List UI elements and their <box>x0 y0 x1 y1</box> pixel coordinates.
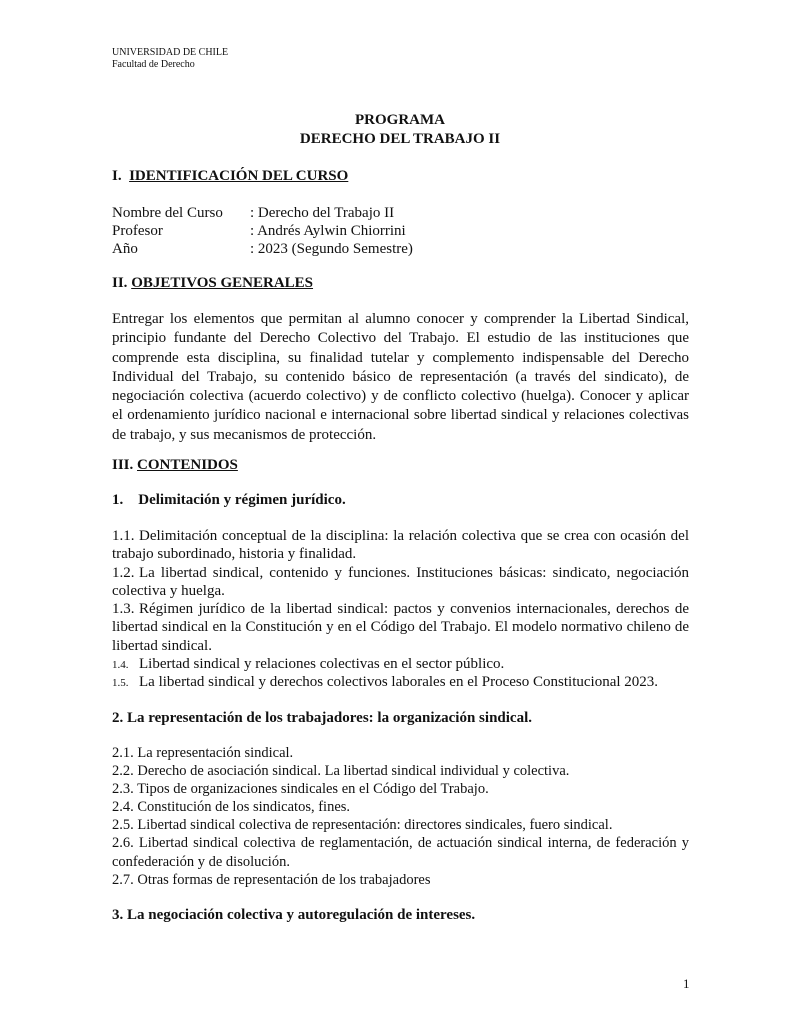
university-name: UNIVERSIDAD DE CHILE <box>112 47 229 58</box>
section-numeral: III. <box>112 457 134 473</box>
list-item <box>112 673 689 692</box>
professor-row <box>112 222 406 241</box>
section-heading-contents <box>112 456 238 475</box>
list-item: 2.5. Libertad sindical colectiva de representación: directores sindicales, fuero sindical. <box>112 817 613 833</box>
course-name-value: : Derecho del Trabajo II <box>250 205 395 221</box>
unit-2-title: 2. La representación de los trabajadores: la organización sindical. <box>112 710 532 726</box>
item-text: Libertad sindical y relaciones colectivas en el sector público. <box>139 656 505 672</box>
item-number: 1.1. <box>112 528 135 544</box>
year-row <box>112 240 413 259</box>
course-title: DERECHO DEL TRABAJO II <box>299 131 501 147</box>
item-number: 1.5. <box>112 677 129 689</box>
list-item: 2.1. La representación sindical. <box>112 745 294 761</box>
year-value: : 2023 (Segundo Semestre) <box>250 241 413 257</box>
section-title: OBJETIVOS GENERALES <box>131 275 314 291</box>
list-item: 2.6. Libertad sindical colectiva de reglamentación, de actuación sindical interna, de federación y confederación y de disolución. <box>112 835 689 870</box>
item-number: 1.3. <box>112 601 135 617</box>
item-text: La libertad sindical y derechos colectivos laborales en el Proceso Constitucional 2023. <box>139 674 659 690</box>
section-heading-identification <box>112 167 348 186</box>
item-number: 1.4. <box>112 659 129 671</box>
section-numeral: I. <box>112 168 122 184</box>
page-number: 1 <box>683 976 690 991</box>
section-title: CONTENIDOS <box>137 457 238 473</box>
objectives-paragraph: Entregar los elementos que permitan al alumno conocer y comprender la Libertad Sindical, principio fundante del Derecho Colectivo del Trabajo. El estudio de las instituciones que comprende esta disciplina, su finalidad tutelar y complemento indispensable del Derecho Individual del Trabajo, su contenido básico de representación (a través del sindicato), de negociación colectiva (acuerdo colectivo) y de conflicto colectivo (huelga). Conocer y aplicar el ordenamiento jurídico nacional e internacional sobre libertad sindical y relaciones colectivas de trabajo, y sus mecanismos de protección. <box>112 311 689 443</box>
item-text: Régimen jurídico de la libertad sindical: pactos y convenios internacionales, derechos de libertad sindical en la Constitución y en el Código del Trabajo. El modelo normativo chileno de libertad sindical. <box>112 601 689 654</box>
unit-3-title: 3. La negociación colectiva y autoregulación de intereses. <box>112 907 476 923</box>
professor-value: : Andrés Aylwin Chiorrini <box>250 223 406 239</box>
item-text: La libertad sindical, contenido y funciones. Instituciones básicas: sindicato, negociación colectiva y huelga. <box>112 565 689 600</box>
item-text: Delimitación conceptual de la disciplina: la relación colectiva que se crea con ocasión del trabajo subordinado, historia y finalidad. <box>112 528 689 563</box>
course-name-row <box>112 204 394 223</box>
page-header <box>112 47 228 71</box>
section-heading-objectives <box>112 274 313 293</box>
section-title: IDENTIFICACIÓN DEL CURSO <box>129 168 349 184</box>
list-item <box>112 564 689 601</box>
list-item: 2.7. Otras formas de representación de los trabajadores <box>112 872 431 888</box>
list-item <box>112 600 689 655</box>
professor-label: Profesor <box>112 223 163 239</box>
list-item: 2.3. Tipos de organizaciones sindicales en el Código del Trabajo. <box>112 781 489 797</box>
list-item <box>112 655 689 674</box>
unit-1-title: 1. Delimitación y régimen jurídico. <box>112 492 346 508</box>
item-number: 1.2. <box>112 565 135 581</box>
program-title: PROGRAMA <box>355 112 445 128</box>
list-item: 2.2. Derecho de asociación sindical. La libertad sindical individual y colectiva. <box>112 763 570 779</box>
list-item: 2.4. Constitución de los sindicatos, fines. <box>112 799 351 815</box>
faculty-name: Facultad de Derecho <box>112 59 195 70</box>
list-item <box>112 527 689 564</box>
section-numeral: II. <box>112 275 128 291</box>
course-name-label: Nombre del Curso <box>112 205 223 221</box>
year-label: Año <box>112 241 138 257</box>
